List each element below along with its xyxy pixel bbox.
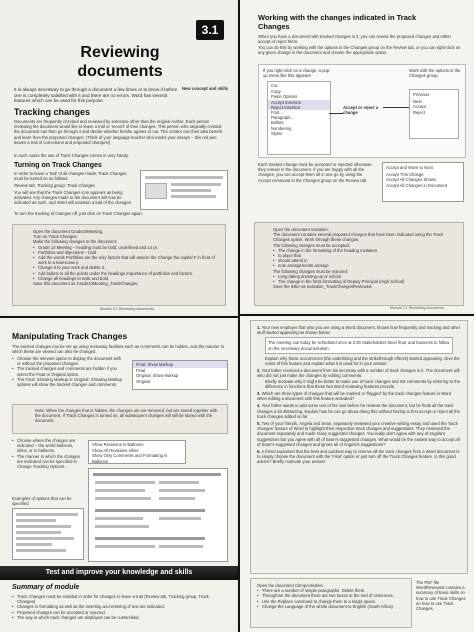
- exercise-line: • to place that: [273, 253, 459, 258]
- intro-paragraph: The tracked changes can be set up using reviewing facilities such as Comments can be hidden, and the manner in which these are viewed can also be changed.: [12, 344, 225, 355]
- page-footer: Module 3.1 Reviewing documents: [100, 307, 154, 311]
- arrow-right: [383, 107, 409, 108]
- question-5: 5. Two of your friends, Angela and Sean, separately reviewed your creative writing essay and used the 'track changes' feature of Word to highlight their respective track changes and suggestions. They reviewed the document separately and made many suggested changes. You really don't agree with any of Angela's suggestions but you agree with all of Sean's suggested changes. What would be the easiest way to accept all of Sean's suggested changes and ignore all of Angela's suggestions?: [257, 421, 460, 447]
- page-manipulating-track-changes: [0, 318, 238, 632]
- page-title-line1: Reviewing: [80, 44, 160, 61]
- exercise-line: The document contains several proposed changes that have been indicated using the Track Changes option. Work through these changes.: [273, 232, 444, 243]
- intro-paragraph: It is always necessary to go through a document a few times or to know if before one is completely satisfied with it and there are no errors. Word has several features which can be used for this purpose.: [14, 87, 178, 104]
- menu-item[interactable]: Bullets: [271, 120, 284, 126]
- exercise-line: Turn on Track Changes.: [33, 234, 78, 240]
- question-1: 1. Your new employer that who you are using a Word document, knows how frequently and tracking and other stuff started appearing as shown below:: [257, 325, 461, 336]
- exercise-line: • should attend in: [273, 258, 459, 263]
- exercise-line: • Add the words Portfolios are the only factors that will assess the Change the capital F in front of work to a lowercase p: [33, 255, 219, 265]
- balloon-option[interactable]: Show Revisions in Balloons: [92, 442, 144, 447]
- bullet-item: • Choose the relevant option to display the document with or without the proposed changes.: [12, 356, 122, 366]
- section-heading-line2: Changes: [258, 22, 290, 31]
- page-footer: Module 3.1 Reviewing documents: [390, 306, 444, 310]
- side-note: The PDF file WordReviewed contains a summary of basic skills on how to use Track Changes on how to use Track Changes.: [416, 580, 466, 612]
- tracking-paragraph-2: In such cases the use of Track Changes comes in very handy.: [14, 153, 129, 158]
- exercise-line: • Grade 10 Meeting – heading must be bold; underlined and 14 pt.: [33, 245, 219, 250]
- exercise-line: • The change in the formatting of the heading Invitation: [273, 248, 459, 253]
- accept-note: Each tracked change must be accepted or rejected otherwise they remain in the document. If you are happy with all the changes, you can accept them all in one go by using the Accept command in the Changes group on the Review tab.: [258, 162, 372, 183]
- accept-option[interactable]: Accept and Move to Next: [386, 165, 433, 170]
- menu-item[interactable]: Paste Options: [271, 94, 298, 100]
- turning-paragraph-2: You will see that the Track Changes icon appears as being activated. Any changes made to the document will now be indicated as such, and Word will maintain a trail of the changes.: [14, 190, 132, 206]
- page-reviewing-documents: [0, 0, 238, 316]
- turning-paragraph: In order to leave a 'trail' of all changes made, Track Changes must be turned on as follows:: [14, 171, 127, 182]
- summary-item: • The way in which track changes are displayed can be customised.: [12, 615, 226, 620]
- exercise-line: • Long dating dressing-up or school: [273, 274, 459, 279]
- menu-item[interactable]: Numbering: [271, 125, 292, 131]
- practical-line: • Use the Replace command to change them to a single space.: [257, 599, 407, 604]
- diagram-center-label: Accept or reject a change: [343, 105, 379, 116]
- exercise-line: The following changes must be accepted:: [273, 242, 351, 248]
- menu-item[interactable]: Reject Insertion: [268, 105, 330, 110]
- question-1-followup: Explain why these occurrences (the underlining and the strikethrough effects) started appearing. Give the name of this feature and explain what it is used for in your answer.: [265, 355, 460, 367]
- section-heading-line1: Working with the changes indicated in Track: [258, 13, 417, 22]
- exercise-box: [12, 224, 226, 306]
- accept-dropdown: [382, 162, 464, 202]
- view-option[interactable]: Original: [136, 378, 151, 384]
- examples-label: Examples of options that can be specified: [12, 496, 72, 507]
- exercise-line: Save this document as Grade10Meeting_TrackChanges.: [33, 281, 139, 287]
- bullet-item: • The tracked changes and comments are hidden if you select the Final or Original option.: [12, 366, 122, 376]
- question-3: 3. Which are three types of changes that will be marked or 'flagged' by the track changes feature in Word when editing a document with this feature activated?: [257, 391, 452, 402]
- page-questions: [240, 316, 474, 632]
- section-heading: Manipulating Track Changes: [12, 331, 128, 341]
- context-menu: [267, 81, 331, 155]
- question-2: 2. Your father received a document from his secretary with a number of track changes in it. The document will who did not just make the changes by editing comments.: [257, 368, 460, 379]
- display-for-review-dropdown: [132, 360, 228, 390]
- turning-paragraph-3: To turn the tracking of changes off, just click on Track Changes again.: [14, 211, 143, 216]
- options-dialog-screenshot: [12, 508, 84, 560]
- question-4: 4. Your father wants to add some text of his own before he reviews the document, but he finds all the track changes a bit distracting. Explain how he can go about doing this without having to first accept or reject all the track changes added so far.: [257, 403, 460, 419]
- exercise-line: • Add bullets to all the points under the headings Importance of portfolios and factors.: [33, 271, 219, 276]
- page-working-with-changes: [240, 0, 474, 314]
- group-item[interactable]: Previous: [413, 92, 430, 97]
- test-banner: Test and improve your knowledge and skills: [0, 566, 238, 580]
- diagram-left-caption: If you right-click on a change, a pop-up menu like this appears: [263, 68, 331, 79]
- menu-item[interactable]: Cut: [271, 83, 278, 88]
- intro-paragraph: When you have a document with tracked changes in it, you can review the proposed changes and either accept or reject them.: [258, 34, 451, 45]
- choose-item: • Choose where the changes are indicated – the world balloons, inline, or in balloons.: [12, 438, 82, 454]
- changes-group: [409, 89, 459, 139]
- tracking-paragraph: Documents are frequently checked and reviewed by someone other than the original Author. Each person reviewing the document would like to leave a trail or 'record' of their changes. This person who originally created the document can then go through it and decide whether he/she agrees or not. The creator can then also benefit and learn from the proposed changes. (Think of your language teacher who marks your essays – this red pen leaves a trail of corrections and proposed changes!): [14, 119, 222, 145]
- menu-item[interactable]: Styles: [271, 130, 283, 136]
- accept-option[interactable]: Accept All Changes in Document: [386, 182, 447, 188]
- summary-item: • Proposed changes can be accepted or rejected.: [12, 610, 226, 615]
- page-title-line2: documents: [77, 63, 163, 80]
- menu-item[interactable]: Accept Insertion: [268, 100, 330, 105]
- view-option[interactable]: Original: Show Markup: [136, 373, 179, 379]
- turning-path: Review tab, Tracking group: Track Changes: [14, 183, 96, 188]
- practical-line: Open the document CbmpActivities.: [257, 583, 324, 588]
- group-item[interactable]: Accept: [413, 104, 426, 110]
- turning-heading: Turning on Track Changes: [14, 162, 102, 169]
- balloon-option[interactable]: Show Only Comments and Formatting in Balloons: [92, 453, 168, 464]
- menu-item[interactable]: Font...: [271, 110, 283, 116]
- exercise-line: • Change all headings to Italic and bold.: [33, 276, 219, 281]
- choose-item: • The manner in which the changes are indicated can be specified in Change Tracking Options...: [12, 454, 82, 470]
- group-item[interactable]: Next: [413, 99, 422, 105]
- exercise-line: • Portfolios and objections – bold: [33, 250, 219, 255]
- note-box: [12, 404, 228, 434]
- accept-option[interactable]: Accept All Changes Shown: [386, 177, 437, 183]
- intro-paragraph-2: You can do this by working with the options in the Changes group on the Review tab, or you can right-click on any given change in the document and choose the appropriate option.: [258, 45, 461, 56]
- track-changes-options-dialog: [88, 468, 228, 562]
- margin-note: New concept and skills: [182, 86, 229, 91]
- menu-item[interactable]: Paragraph...: [271, 115, 295, 121]
- summary-item: • Changes in formatting as well as the inserting and entering of text are indicated.: [12, 604, 226, 609]
- exercise-box: [254, 222, 464, 306]
- practical-line: • Throughout the document there are two boxes at the end of sentences.: [257, 593, 407, 598]
- practical-box: [250, 578, 412, 628]
- balloon-option[interactable]: Show All Revisions Inline: [92, 448, 139, 454]
- accept-option[interactable]: Accept This Change: [386, 172, 424, 178]
- practical-line: • Change the Language of the whole document to English (South Africa).: [257, 604, 407, 609]
- group-item[interactable]: Reject: [413, 109, 425, 115]
- practical-line: • There are a number of simple paragraphs. Delete them.: [257, 588, 407, 593]
- arrow-left: [329, 113, 343, 114]
- exercise-line: Open the document Grade10Meeting.: [33, 229, 104, 234]
- accept-reject-diagram: [258, 64, 466, 158]
- exercise-line: • note arrangements arrange: [273, 263, 459, 268]
- exercise-line: Open the document Invitation.: [273, 227, 329, 232]
- track-changes-ribbon-screenshot: [140, 170, 228, 210]
- summary-heading: Summary of module: [12, 584, 80, 591]
- exercise-line: • The change in the fonts formatting of Deputy Principal (High School): [273, 279, 459, 284]
- exercise-line: The following changes must be rejected:: [273, 268, 348, 274]
- sample-text: The meeting can today be scheduled once at 2:30 Stakeholders been final, and business to follow on the necessary documentation.: [265, 337, 453, 353]
- view-option[interactable]: Final: Show Markup: [133, 361, 227, 368]
- bullet-item: • The Final: Showing Markup or Original: Showing Markup options will show the tracked changes and comments.: [12, 377, 122, 387]
- tracking-heading: Tracking changes: [14, 107, 91, 117]
- exercise-line: • Change it to your work and delete it.: [33, 265, 219, 270]
- diagram-right-caption: Work with the options in the Changes group: [409, 68, 461, 79]
- menu-item[interactable]: Copy: [271, 89, 281, 95]
- chapter-number-badge: 3.1: [196, 20, 224, 40]
- view-option[interactable]: Final: [136, 368, 146, 374]
- summary-item: • Track Changes must be enabled in order for changes to leave a trail (Review tab, Tracking group, Track Changes).: [12, 594, 226, 604]
- note-text: Note: When the changes that is hidden, the changes are not removed, but are stored together with the document. If Track Changes is turned on, all subsequent changes will still be stored with the document.: [35, 408, 218, 424]
- questions-box: [250, 320, 468, 574]
- exercise-line: Make the following changes to the document:: [33, 239, 118, 245]
- question-6: 6. A friend explained that the best and quickest way to remove all the track changes from a Word document is to simply choose the document with the 'Final' option or just turn off the Track Changes feature. Is this good advice? Briefly motivate your answer.: [257, 449, 460, 465]
- question-2-followup: Briefly motivate why it might be better to make use of track changes and not comments by referring to the difference in functions that these two Word reviewing features provide.: [265, 378, 461, 389]
- exercise-line: Save the letter as Invitation_TrackChangesReviewed.: [273, 284, 373, 290]
- balloons-menu: [88, 440, 186, 464]
